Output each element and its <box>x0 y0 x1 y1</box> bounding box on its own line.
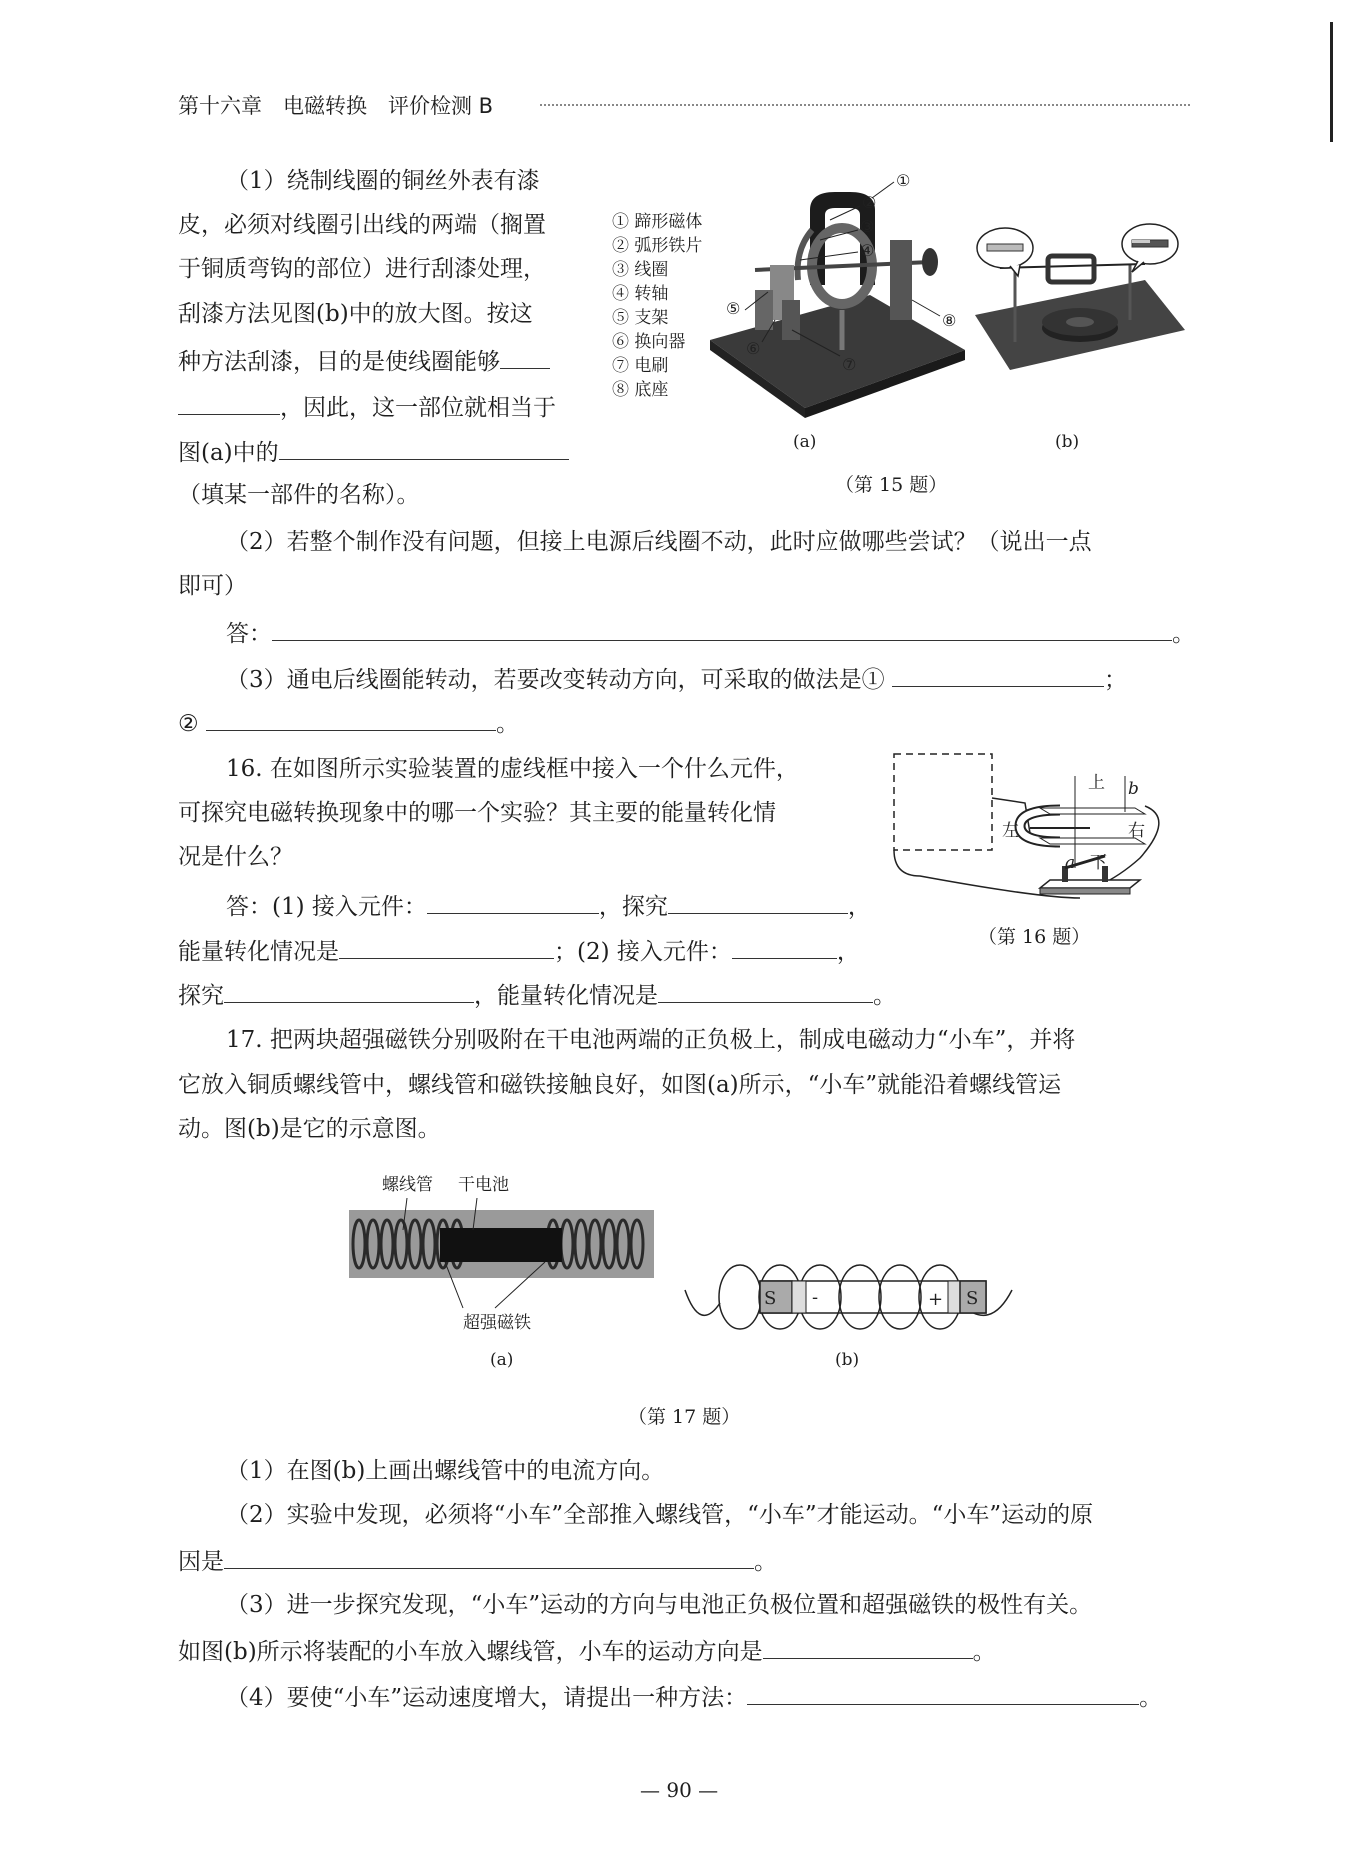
q17-fig-a-label: (a) <box>490 1350 514 1370</box>
q15-p1-line8: （填某一部件的名称）。 <box>178 482 420 508</box>
q15-p3-line2: ② 。 <box>178 706 519 739</box>
answer-blank[interactable] <box>668 889 848 914</box>
q16-line1: 16. 在如图所示实验装置的虚线框中接入一个什么元件， <box>226 756 799 782</box>
callout-8: ⑧ <box>942 311 957 330</box>
q17-fig-b-label: (b) <box>835 1350 860 1370</box>
answer-blank[interactable] <box>339 934 554 959</box>
pole-minus: - <box>812 1287 819 1308</box>
answer-blank[interactable] <box>763 1634 973 1659</box>
label-down: 下 <box>1090 853 1107 873</box>
legend-item: ① 蹄形磁体 <box>612 212 703 232</box>
q17-line2: 它放入铜质螺线管中，螺线管和磁铁接触良好，如图(a)所示，“小车”就能沿着螺线管运 <box>178 1072 1062 1098</box>
answer-blank[interactable] <box>272 616 1172 641</box>
q17-photo-figure <box>345 1190 660 1320</box>
pole-plus: + <box>928 1289 944 1310</box>
label-battery: 干电池 <box>458 1175 509 1195</box>
page-edge-line <box>1330 22 1333 142</box>
callout-1: ① <box>896 171 911 190</box>
simple-motor-figure <box>970 220 1190 380</box>
legend-item: ⑥ 换向器 <box>612 332 686 352</box>
answer-blank[interactable] <box>747 1680 1139 1705</box>
q17-line3: 动。图(b)是它的示意图。 <box>178 1116 441 1142</box>
q17-line1: 17. 把两块超强磁铁分别吸附在干电池两端的正负极上，制成电磁动力“小车”，并将 <box>226 1027 1076 1053</box>
q15-p1-line4: 刮漆方法见图(b)中的放大图。按这 <box>178 301 533 327</box>
pole-s-right: S <box>966 1288 979 1309</box>
callout-7: ⑦ <box>842 355 857 374</box>
q17-caption: （第 17 题） <box>628 1406 741 1428</box>
label-a: a <box>1065 853 1076 873</box>
q17-sub2-line1: （2）实验中发现，必须将“小车”全部推入螺线管，“小车”才能运动。“小车”运动的原 <box>226 1502 1094 1528</box>
q15-p3-line1: （3）通电后线圈能转动，若要改变转动方向，可采取的做法是① ； <box>226 662 1127 695</box>
q17-schematic-figure <box>680 1255 1020 1345</box>
answer-blank[interactable] <box>658 978 873 1003</box>
legend-item: ④ 转轴 <box>612 284 669 304</box>
page-number: — 90 — <box>640 1778 719 1802</box>
answer-blank[interactable] <box>500 344 550 369</box>
answer-blank[interactable] <box>206 706 496 731</box>
callout-2: ② <box>862 193 877 212</box>
answer-blank[interactable] <box>224 1544 754 1569</box>
q15-p1-line7: 图(a)中的 <box>178 435 569 468</box>
q16-answer-line1: 答：(1) 接入元件： ，探究 ， <box>226 889 871 922</box>
q17-sub3-line2: 如图(b)所示将装配的小车放入螺线管，小车的运动方向是 。 <box>178 1634 996 1667</box>
answer-blank[interactable] <box>224 978 474 1003</box>
label-solenoid: 螺线管 <box>382 1175 433 1195</box>
q15-p1-line2: 皮，必须对线圈引出线的两端（搁置 <box>178 212 546 238</box>
dashed-component-box <box>894 754 992 850</box>
q17-sub3-line1: （3）进一步探究发现，“小车”运动的方向与电池正负极位置和超强磁铁的极性有关。 <box>226 1592 1093 1618</box>
legend-item: ⑤ 支架 <box>612 308 669 328</box>
callout-3: ③ <box>860 217 875 236</box>
q16-answer-line2: 能量转化情况是 ；(2) 接入元件： ， <box>178 934 860 967</box>
q15-legend <box>612 210 702 402</box>
label-up: 上 <box>1088 773 1105 793</box>
answer-blank[interactable] <box>892 662 1104 687</box>
q16-caption: （第 16 题） <box>978 926 1091 948</box>
callout-6: ⑥ <box>746 339 761 358</box>
q16-answer-line3: 探究 ，能量转化情况是 。 <box>178 978 896 1011</box>
coil <box>1048 256 1094 282</box>
callout-5: ⑤ <box>726 299 741 318</box>
legend-item: ⑦ 电刷 <box>612 356 669 376</box>
q16-apparatus-figure <box>890 748 1190 918</box>
legend-item: ② 弧形铁片 <box>612 236 703 256</box>
answer-blank[interactable] <box>427 889 599 914</box>
callout-4: ④ <box>860 241 875 260</box>
q15-fig-a-label: (a) <box>793 432 817 452</box>
motor-model-figure <box>700 170 970 430</box>
label-magnet: 超强磁铁 <box>463 1313 531 1333</box>
answer-blank[interactable] <box>279 435 569 460</box>
q15-p1-line3: 于铜质弯钩的部位）进行刮漆处理， <box>178 256 546 282</box>
q16-line3: 况是什么？ <box>178 844 293 870</box>
label-b: b <box>1128 779 1139 799</box>
switch-base <box>1040 880 1140 888</box>
q17-sub1: （1）在图(b)上画出螺线管中的电流方向。 <box>226 1458 665 1484</box>
pole-s-left: S <box>764 1288 777 1309</box>
q15-p2-line1: （2）若整个制作没有问题，但接上电源后线圈不动，此时应做哪些尝试？（说出一点 <box>226 529 1092 555</box>
label-left: 左 <box>1002 821 1019 841</box>
q17-sub4: （4）要使“小车”运动速度增大，请提出一种方法： 。 <box>226 1680 1162 1713</box>
answer-blank[interactable] <box>178 390 280 415</box>
q15-p2-line2: 即可） <box>178 573 247 599</box>
q15-fig-b-label: (b) <box>1055 432 1080 452</box>
q17-sub2-line2: 因是 。 <box>178 1544 777 1577</box>
q15-caption: （第 15 题） <box>835 474 948 496</box>
q15-p1-line5: 种方法刮漆，目的是使线圈能够 <box>178 344 550 377</box>
battery-with-magnets <box>440 1228 562 1262</box>
q15-p1-line6: ，因此，这一部位就相当于 <box>178 390 556 423</box>
q16-line2: 可探究电磁转换现象中的哪一个实验？其主要的能量转化情 <box>178 800 776 826</box>
q15-p1-line1: （1）绕制线圈的铜丝外表有漆 <box>226 168 540 194</box>
header-dotted-rule <box>540 104 1190 106</box>
label-right: 右 <box>1128 821 1145 841</box>
page-header: 第十六章 电磁转换 评价检测 B <box>178 94 494 118</box>
legend-item: ⑧ 底座 <box>612 380 669 400</box>
legend-item: ③ 线圈 <box>612 260 669 280</box>
answer-blank[interactable] <box>732 934 837 959</box>
q15-p2-answer: 答： 。 <box>226 616 1195 649</box>
